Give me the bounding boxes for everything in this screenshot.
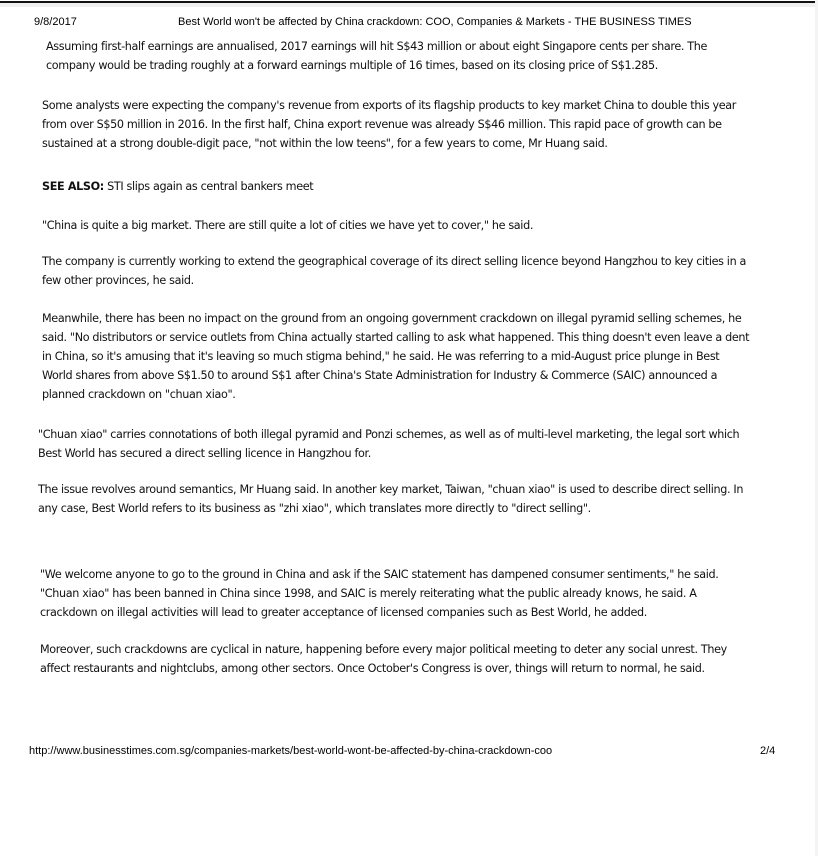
paragraph-exports (42, 96, 736, 153)
paragraph-semantics (38, 480, 743, 518)
text-line: company would be trading roughly at a forward earnings multiple of 16 times, based on its closing price of S$1.285. (46, 59, 659, 72)
text-line: said. "No distributors or service outlets from China actually started calling to ask what happened. This thing doesn't even leave a dent (42, 331, 750, 344)
text-line: "Chuan xiao" carries connotations of both illegal pyramid and Ponzi schemes, as well as of multi-level marketing, the legal sort which (38, 428, 740, 441)
see-also-link[interactable]: STI slips again as central bankers meet (107, 180, 314, 193)
text-line: in China, so it's amusing that it's leaving so much stigma behind," he said. He was referring to a mid-August price plunge in Best (42, 350, 720, 363)
text-line: crackdown on illegal activities will lead to greater acceptance of licensed companies such as Best World, he added. (40, 606, 648, 619)
text-line: World shares from above S$1.50 to around S$1 after China's State Administration for Industry & Commerce (SAIC) announced a (42, 369, 718, 382)
text-line: Best World has secured a direct selling licence in Hangzhou for. (38, 447, 371, 460)
text-line: sustained at a strong double-digit pace, "not within the low teens", for a few years to come, Mr Huang said. (42, 137, 608, 150)
top-border-shadow (0, 3, 816, 7)
page-number: 2/4 (760, 745, 776, 757)
text-line: Moreover, such crackdowns are cyclical in nature, happening before every major political meeting to deter any social unrest. They (40, 643, 727, 656)
paragraph-cyclical (40, 640, 727, 678)
paragraph-coverage (42, 252, 746, 290)
text-line: Some analysts were expecting the company's revenue from exports of its flagship products to key market China to double this year (42, 99, 737, 112)
print-date: 9/8/2017 (34, 16, 77, 28)
text-line: any case, Best World refers to its business as "zhi xiao", which translates more directly to "direct selling". (38, 502, 591, 515)
paragraph-big-market (42, 216, 533, 235)
text-line: "Chuan xiao" has been banned in China since 1998, and SAIC is merely reiterating what the public already knows, he said. A (40, 587, 697, 600)
text-line: "China is quite a big market. There are still quite a lot of cities we have yet to cover," he said. (42, 219, 534, 232)
footer-url: http://www.businesstimes.com.sg/companies-markets/best-world-wont-be-affected-by-china-crackdown-coo (29, 745, 553, 757)
paragraph-earnings (46, 37, 707, 75)
paragraph-chuan-xiao (38, 425, 739, 463)
text-line: The company is currently working to extend the geographical coverage of its direct selling licence beyond Hangzhou to key cities in a (42, 255, 747, 268)
see-also-label: SEE ALSO: (42, 180, 104, 193)
text-line: Assuming first-half earnings are annualised, 2017 earnings will hit S$43 million or about eight Singapore cents per share. The (46, 40, 708, 53)
paragraph-saic (40, 565, 718, 622)
print-title: Best World won't be affected by China crackdown: COO, Companies & Markets - THE BUSINESS TIMES (178, 16, 692, 28)
see-also (42, 177, 313, 196)
text-line: planned crackdown on "chuan xiao". (42, 388, 236, 401)
text-line: The issue revolves around semantics, Mr Huang said. In another key market, Taiwan, "chuan xiao" is used to describe direct selling. In (38, 483, 744, 496)
text-line: few other provinces, he said. (42, 274, 194, 287)
text-line: affect restaurants and nightclubs, among other sectors. Once October's Congress is over, things will return to normal, he said. (40, 662, 705, 675)
text-line: from over S$50 million in 2016. In the first half, China export revenue was already S$46 million. This rapid pace of growth can be (42, 118, 722, 131)
text-line: Meanwhile, there has been no impact on the ground from an ongoing government crackdown on illegal pyramid selling schemes, he (42, 312, 742, 325)
paragraph-crackdown (42, 309, 749, 404)
text-line: "We welcome anyone to go to the ground in China and ask if the SAIC statement has dampened consumer sentiments," he said. (40, 568, 719, 581)
